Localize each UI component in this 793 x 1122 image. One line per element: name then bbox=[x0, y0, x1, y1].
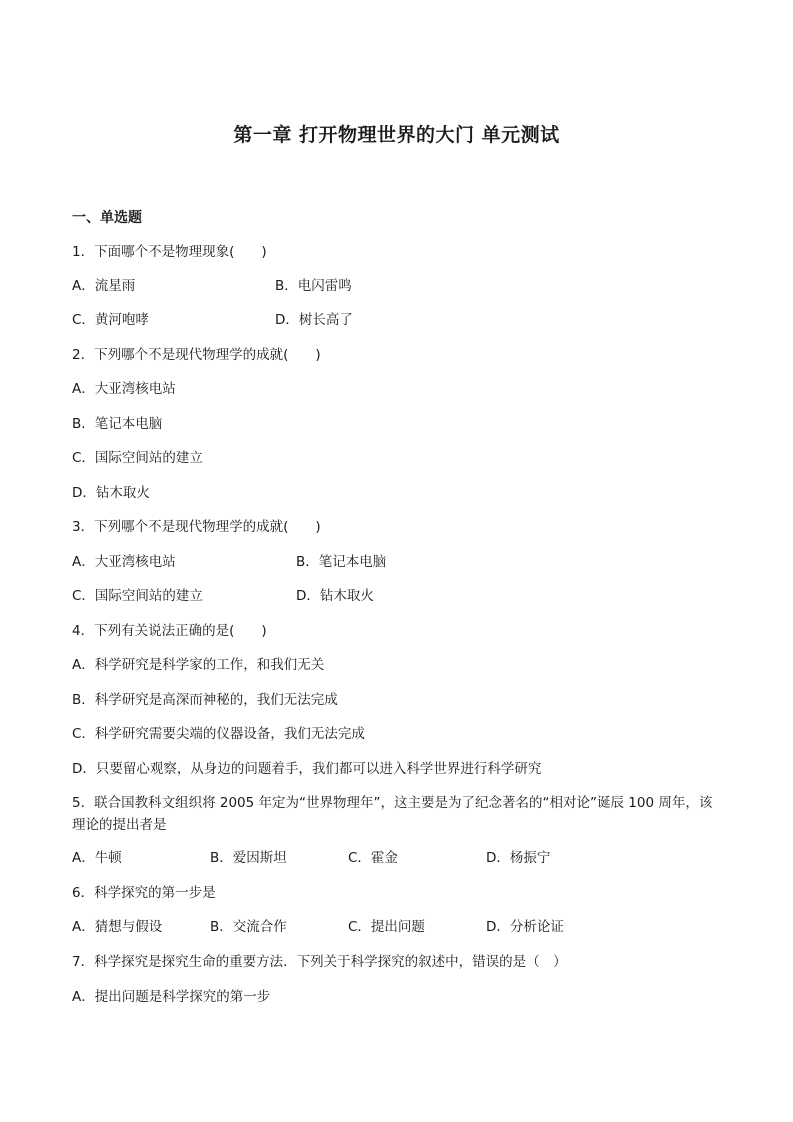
question-5-option-b: B．爱因斯坦 bbox=[210, 850, 287, 866]
question-3-option-c: C．国际空间站的建立 bbox=[72, 588, 203, 604]
question-6-option-a: A．猜想与假设 bbox=[72, 919, 163, 935]
question-5-option-d: D．杨振宁 bbox=[486, 850, 551, 866]
question-1-option-a: A．流星雨 bbox=[72, 278, 136, 294]
question-4-option-a: A．科学研究是科学家的工作，和我们无关 bbox=[72, 657, 325, 673]
question-7-stem: 7．科学探究是探究生命的重要方法．下列关于科学探究的叙述中，错误的是（ ） bbox=[72, 954, 567, 970]
question-4-option-b: B．科学研究是高深而神秘的，我们无法完成 bbox=[72, 692, 338, 708]
question-3-stem: 3．下列哪个不是现代物理学的成就( ) bbox=[72, 519, 321, 535]
question-1-option-b: B．电闪雷鸣 bbox=[275, 278, 352, 294]
question-6-stem: 6．科学探究的第一步是 bbox=[72, 885, 216, 901]
question-2-option-d: D．钻木取火 bbox=[72, 485, 150, 501]
question-5-stem: 5．联合国教科文组织将 2005 年定为“世界物理年”，这主要是为了纪念著名的“相对论”诞辰 100 周年，该理论的提出者是 bbox=[72, 795, 713, 833]
question-5-option-c: C．霍金 bbox=[348, 850, 398, 866]
question-4-option-d: D．只要留心观察，从身边的问题着手，我们都可以进入科学世界进行科学研究 bbox=[72, 761, 542, 777]
page-title: 第一章 打开物理世界的大门 单元测试 bbox=[233, 124, 560, 146]
question-3-option-a: A．大亚湾核电站 bbox=[72, 554, 176, 570]
question-1-stem: 1．下面哪个不是物理现象( ) bbox=[72, 244, 267, 260]
question-3-option-b: B．笔记本电脑 bbox=[296, 554, 387, 570]
question-6-option-d: D．分析论证 bbox=[486, 919, 564, 935]
question-6-option-c: C．提出问题 bbox=[348, 919, 425, 935]
section-heading: 一、单选题 bbox=[72, 210, 142, 226]
question-2-stem: 2．下列哪个不是现代物理学的成就( ) bbox=[72, 347, 321, 363]
question-1-option-d: D．树长高了 bbox=[275, 312, 353, 328]
question-4-stem: 4．下列有关说法正确的是( ) bbox=[72, 623, 267, 639]
question-2-option-a: A．大亚湾核电站 bbox=[72, 381, 176, 397]
question-3-option-d: D．钻木取火 bbox=[296, 588, 374, 604]
question-2-option-c: C．国际空间站的建立 bbox=[72, 450, 203, 466]
question-6-option-b: B．交流合作 bbox=[210, 919, 287, 935]
question-7-option-a: A．提出问题是科学探究的第一步 bbox=[72, 989, 271, 1005]
question-4-option-c: C．科学研究需要尖端的仪器设备，我们无法完成 bbox=[72, 726, 365, 742]
question-2-option-b: B．笔记本电脑 bbox=[72, 416, 163, 432]
question-5-option-a: A．牛顿 bbox=[72, 850, 122, 866]
question-1-option-c: C．黄河咆哮 bbox=[72, 312, 149, 328]
